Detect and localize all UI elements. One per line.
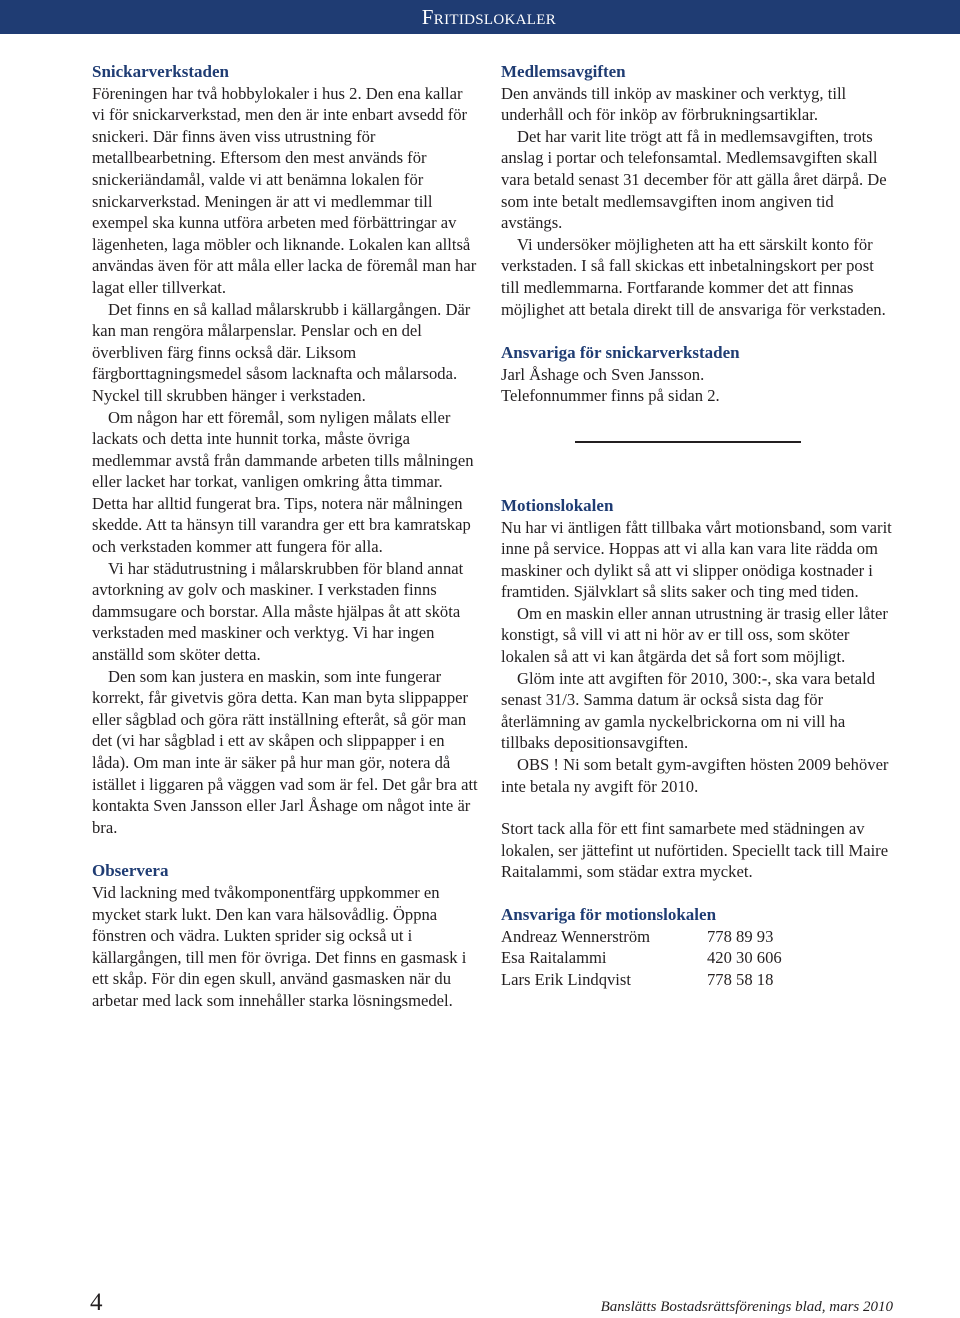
- paragraph: Vi undersöker möjligheten att ha ett särskilt konto för verkstaden. I så fall skickas ett inbetalningskort per post till medlemmarna. Fortfarande kommer det att finnas möjlighet att betala direkt till de ansvariga för verkstaden.: [501, 234, 886, 319]
- contact-phone: 778 58 18: [707, 969, 774, 989]
- paragraph: Nu har vi äntligen fått tillbaka vårt motionsband, som varit inne på service. Hoppas att vi alla kan vara lite rädda om maskiner och dylikt så att vi slipper onödiga kostnader i framtiden. Självklart så slits saker och ting med tiden.: [501, 517, 892, 602]
- paragraph: Om en maskin eller annan utrustning är trasig eller låter konstigt, så vill vi att ni hör av er till oss, som sköter lokalen så att vi kan åtgärda det så fort som möjligt.: [501, 603, 888, 667]
- contact-row: [501, 926, 782, 948]
- heading-medlemsavgiften: Medlemsavgiften: [501, 62, 626, 81]
- contact-row: [501, 947, 782, 969]
- left-column: [92, 61, 478, 1012]
- contact-name: Andreaz Wennerström: [501, 926, 651, 946]
- paragraph: Vid lackning med tvåkomponentfärg uppkommer en mycket stark lukt. Den kan vara hälsovådlig. Öppna fönstren och vädra. Lukten sprider sig också ut i källargången, till men för övriga. Det finns en gasmask i ett skåp. För din egen skull, använd gasmasken när du arbetar med lack som innehåller starka lösningsmedel.: [92, 882, 467, 1010]
- paragraph: Vi har städutrustning i målarskrubben för bland annat avtorkning av golv och maskiner. I verkstaden finns dammsugare och borstar. Alla måste hjälpas åt att sköta verkstaden med maskiner och verktyg. Vi har ingen anställd som sköter detta.: [92, 558, 464, 665]
- responsible-names: Jarl Åshage och Sven Jansson.: [501, 364, 705, 384]
- paragraph: Den används till inköp av maskiner och verktyg, till underhåll och för inköp av förbrukningsartiklar.: [501, 83, 847, 125]
- responsible-phone-note: Telefonnummer finns på sidan 2.: [501, 386, 720, 406]
- paragraph: Glöm inte att avgiften för 2010, 300:-, ska vara betald senast 31/3. Samma datum är också sista dag för återlämning av gamla nyckelbrickorna om ni vill ha tillbaks depositionsavgiften.: [501, 668, 876, 753]
- heading-ansvariga-snickarverkstaden: Ansvariga för snickarverkstaden: [501, 343, 740, 363]
- heading-snickarverkstaden: Snickarverkstaden: [92, 62, 229, 81]
- contact-phone: 420 30 606: [707, 948, 782, 968]
- paragraph: Föreningen har två hobbylokaler i hus 2. Den ena kallar vi för snickarverkstad, men den är inte enbart avsedd för snickeri. Där finns även viss utrustning för metallbearbetning. Eftersom den mest används för snickeriändamål, valde vi att benämna lokalen för snickarverkstad. Meningen är att vi medlemmar till exempel ska kunna utföra arbeten med förbättringar av lägenheten, laga möbler och liknande. Lokalen kan alltså användas även för att måla eller lacka de föremål man har lagat eller tillverkat.: [92, 83, 477, 297]
- publication-footer: Banslätts Bostadsrättsförenings blad, mars 2010: [600, 1299, 893, 1315]
- contact-row: [501, 969, 782, 991]
- contact-name: Esa Raitalammi: [501, 948, 607, 968]
- contact-phone: 778 89 93: [707, 926, 774, 946]
- right-column: [501, 61, 893, 990]
- paragraph: Det finns en så kallad målarskrubb i källargången. Där kan man rengöra målarpenslar. Penslar och en del överbliven färg finns också där. Liksom färgborttagningsmedel såsom lacknafta och målarsoda. Nyckel till skrubben hänger i verkstaden.: [92, 299, 471, 405]
- page-number: 4: [90, 1289, 103, 1316]
- paragraph: Om någon har ett föremål, som nyligen målats eller lackats och detta inte hunnit torka, måste övriga medlemmar avstå från dammande arbeten tills målningen eller lacket har torkat, vanligen omkring åtta timmar. Detta har alltid fungerat bra. Tips, notera när målningen skedde. Att ta hänsyn till varandra ger ett bra kamratskap och verkstaden kommer att fungera för alla.: [92, 407, 474, 557]
- heading-observera: Observera: [92, 861, 169, 881]
- contact-name: Lars Erik Lindqvist: [501, 969, 631, 989]
- paragraph: Den som kan justera en maskin, som inte fungerar korrekt, får givetvis göra detta. Kan man byta slippapper eller sågblad och göra rätt inställning efteråt, så gör man det (vi har sågblad i ett av skåpen och slippapper i en låda). Om man inte är säker på hur man gör, notera då istället i liggaren på väggen vad som är fel. Det går bra att kontakta Sven Jansson eller Jarl Åshage om något inte är bra.: [92, 666, 478, 837]
- heading-ansvariga-motionslokalen: Ansvariga för motionslokalen: [501, 905, 717, 924]
- section-title: Fritidslokaler: [421, 5, 556, 29]
- contacts-table: [501, 926, 782, 991]
- header-bar: [0, 0, 960, 34]
- thanks-paragraph: Stort tack alla för ett fint samarbete med städningen av lokalen, ser jättefint ut nuförtiden. Speciellt tack till Maire Raitalammi, som städar extra mycket.: [501, 819, 889, 882]
- paragraph: Det har varit lite trögt att få in medlemsavgiften, trots anslag i portar och telefonsamtal. Medlemsavgiften skall vara betald senast 31 december för att gälla året därpå. De som inte betalt medlemsavgiften inom angiven tid avstängs.: [501, 126, 887, 233]
- paragraph: OBS ! Ni som betalt gym-avgiften hösten 2009 behöver inte betala ny avgift för 2010.: [501, 755, 889, 796]
- heading-motionslokalen: Motionslokalen: [501, 495, 614, 515]
